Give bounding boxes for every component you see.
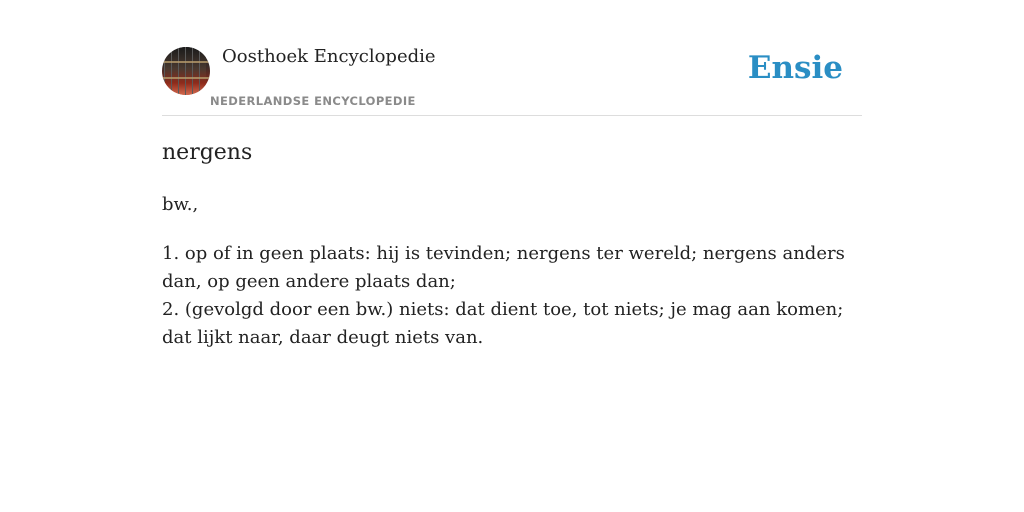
- site-title[interactable]: Oosthoek Encyclopedie: [222, 46, 436, 67]
- site-subtitle: NEDERLANDSE ENCYCLOPEDIE: [210, 94, 416, 108]
- ensie-logo[interactable]: Ensie: [747, 50, 843, 86]
- definition-item: 1. op of in geen plaats: hij is tevinden; nergens ter wereld; nergens anders dan, op geen andere plaats dan;: [162, 243, 845, 292]
- part-of-speech: bw.,: [162, 194, 199, 215]
- encyclopedia-books-icon[interactable]: [162, 47, 210, 95]
- definition-item: 2. (gevolgd door een bw.) niets: dat dient toe, tot niets; je mag aan komen; dat lijkt naar, daar deugt niets van.: [162, 299, 844, 348]
- definition-list: [162, 240, 862, 352]
- entry-term: nergens: [162, 140, 253, 165]
- site-header: [162, 0, 862, 116]
- page-container: [162, 0, 862, 348]
